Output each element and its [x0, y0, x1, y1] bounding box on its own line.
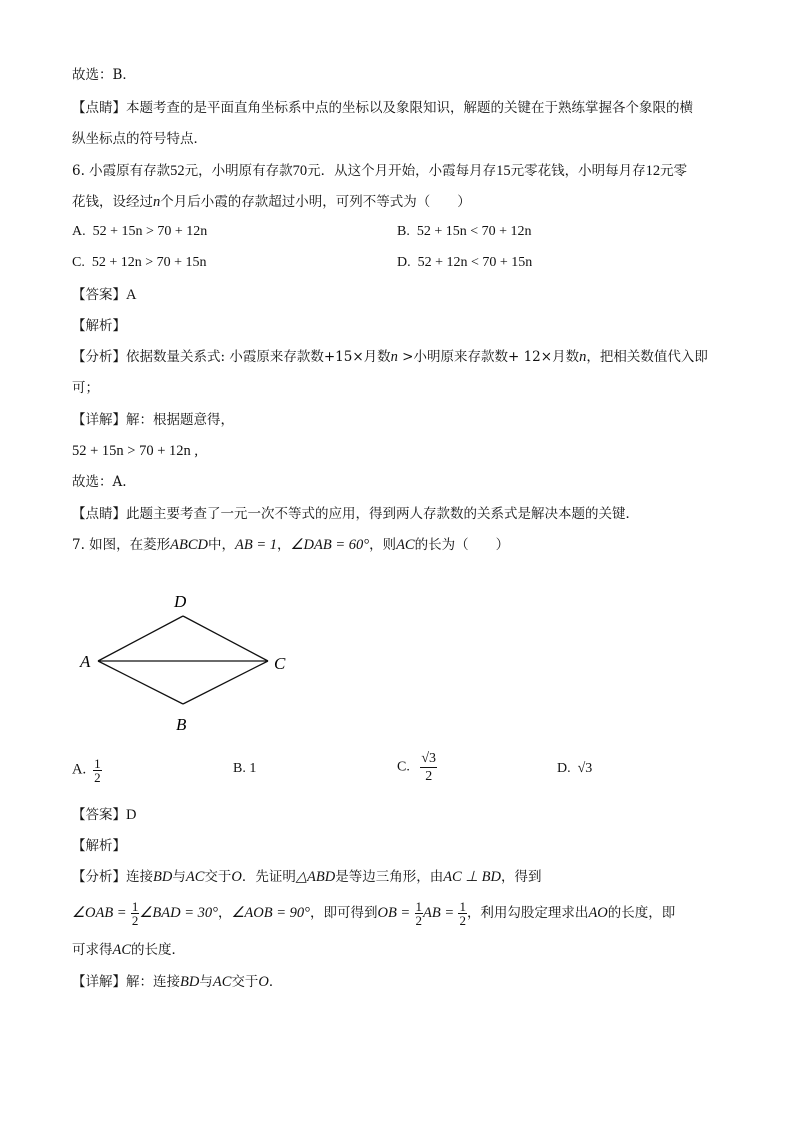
question-7-line-1	[72, 535, 509, 555]
analysis-text: 的长度．	[131, 942, 186, 958]
q7-text: 的长为（ ）	[414, 537, 510, 553]
q6-text: 花钱，设经过	[72, 194, 153, 210]
analysis-var: △ABD	[295, 869, 336, 885]
analysis-text: 与	[172, 869, 186, 885]
option-expr: 52 + 15n > 70 + 12n	[92, 224, 208, 239]
frac-num: 1	[459, 899, 466, 914]
analysis-text: ，利用勾股定理求出	[466, 905, 589, 921]
option-value: √3	[577, 761, 593, 776]
q6-answer	[72, 285, 136, 305]
q6-option-c[interactable]	[72, 253, 207, 273]
side-ad	[98, 616, 183, 661]
analysis-var: O	[231, 869, 242, 885]
analysis-text: ，	[217, 905, 232, 921]
comment-tag: 【点睛】	[72, 100, 126, 116]
analysis-text: 可求得	[72, 942, 113, 958]
analysis-text: 是等边三角形，由	[335, 869, 444, 885]
q6-comment	[72, 504, 639, 524]
analysis-text: ，即可得到	[309, 905, 378, 921]
option-label: D.	[557, 761, 571, 776]
option-expr: 52 + 12n < 70 + 15n	[417, 255, 533, 270]
analysis-var: OB =	[377, 905, 411, 921]
analysis-tag: 【分析】	[72, 869, 126, 885]
fraction-half	[415, 900, 424, 927]
q7-jiexi	[72, 836, 126, 856]
detail-text: 交于	[231, 974, 259, 990]
q7-analysis-line-1	[72, 867, 541, 887]
option-value: 1	[249, 761, 257, 776]
side-dc	[183, 616, 268, 661]
q7-option-b[interactable]	[233, 759, 256, 779]
analysis-text: ．先证明	[241, 869, 296, 885]
detail-tag: 【详解】	[72, 412, 126, 428]
analysis-text: 的长度，即	[607, 905, 676, 921]
q7-text: 7. 如图，在菱形	[72, 537, 171, 553]
q6-num: 70	[292, 163, 308, 179]
comment-text-cont: 纵坐标点的符号特点．	[72, 131, 207, 147]
vertex-label-c: C	[274, 654, 286, 673]
q7-detail	[72, 972, 282, 992]
answer-tag: 【答案】	[72, 807, 126, 823]
analysis-var: AC	[112, 942, 132, 958]
fraction-half	[458, 900, 467, 927]
detail-text: ．	[268, 974, 283, 990]
fraction-one-half	[93, 757, 102, 784]
q7-text: ，	[277, 537, 291, 553]
q6-detail	[72, 410, 234, 430]
q6-text: 元．从这个月开始，小霞每月存	[307, 163, 497, 179]
analysis-var: BD	[153, 869, 173, 885]
frac-den: 2	[459, 913, 466, 928]
comment-text: 此题主要考查了一元一次不等式的应用，得到两人存款数的关系式是解决本题的关键．	[126, 506, 639, 522]
frac-den: 2	[94, 770, 101, 785]
q6-text: 6. 小霞原有存款	[72, 163, 171, 179]
q7-var: AB = 1	[235, 537, 278, 553]
option-label: A.	[72, 224, 86, 239]
analysis-text: >小明原来存款数+ 12×月数	[397, 349, 580, 365]
analysis-var: AB =	[423, 905, 455, 921]
detail-var: BD	[180, 974, 200, 990]
option-expr: 52 + 12n > 70 + 15n	[91, 255, 207, 270]
analysis-var: n	[579, 349, 587, 365]
analysis-text: ，得到	[500, 869, 542, 885]
analysis-text: 交于	[204, 869, 232, 885]
jiexi-tag: 【解析】	[72, 318, 126, 334]
option-label: D.	[397, 255, 411, 270]
frac-num: 1	[415, 899, 423, 914]
frac-num: 1	[131, 899, 139, 914]
option-label: B.	[397, 224, 410, 239]
choice-text: 故选：B．	[72, 67, 136, 83]
frac-num: 1	[94, 756, 101, 771]
q6-text: 元零花钱，小明每月存	[510, 163, 646, 179]
comment-text: 本题考查的是平面直角坐标系中点的坐标以及象限知识，解题的关键在于熟练掌握各个象限的横	[126, 100, 693, 116]
comment-tag: 【点睛】	[72, 506, 126, 522]
answer-value: A	[126, 287, 137, 303]
question-6-line-2	[72, 192, 471, 212]
previous-choice	[72, 65, 136, 85]
answer-tag: 【答案】	[72, 287, 126, 303]
analysis-var: AO	[588, 905, 608, 921]
q7-option-c[interactable]	[397, 750, 437, 785]
fraction-sqrt3-over-2	[420, 750, 437, 785]
analysis-text: ，把相关数值代入即	[586, 349, 708, 365]
q7-analysis-line-3	[72, 940, 185, 960]
q7-text: ，则	[369, 537, 397, 553]
previous-comment-line-1	[72, 98, 693, 118]
q6-option-d[interactable]	[397, 253, 532, 273]
q6-text: 元，小明原有存款	[184, 163, 293, 179]
detail-text: 解：根据题意得，	[126, 412, 234, 428]
analysis-tag: 【分析】	[72, 349, 126, 365]
q6-analysis-line-1	[72, 347, 708, 367]
vertex-label-a: A	[80, 652, 91, 671]
formula-text: 52 + 15n > 70 + 12n ,	[72, 443, 199, 459]
frac-den: 2	[131, 913, 139, 928]
analysis-var: ∠BAD = 30°	[139, 905, 218, 921]
vertex-label-d: D	[174, 592, 187, 611]
detail-text: 解：连接	[126, 974, 180, 990]
choice-text: 故选：A.	[72, 474, 127, 490]
q7-option-a[interactable]	[72, 757, 102, 784]
analysis-var: n	[390, 349, 398, 365]
q6-jiexi	[72, 316, 126, 336]
q7-answer	[72, 805, 136, 825]
option-label: C.	[397, 759, 410, 775]
q7-analysis-line-2	[72, 900, 675, 927]
analysis-text: 连接	[126, 869, 153, 885]
side-cb	[183, 661, 268, 704]
option-label: A.	[72, 761, 87, 778]
question-6-line-1	[72, 161, 687, 181]
q6-option-a[interactable]	[72, 222, 207, 242]
option-label: C.	[72, 255, 85, 270]
analysis-var: ∠OAB =	[72, 905, 127, 921]
rhombus-figure	[70, 585, 300, 735]
frac-num: √3	[421, 751, 437, 766]
analysis-text: 可；	[72, 380, 99, 396]
q7-var: ∠DAB = 60°	[290, 537, 370, 553]
option-label: B.	[233, 761, 246, 776]
analysis-var: ∠AOB = 90°	[231, 905, 310, 921]
analysis-var: AC ⊥ BD	[443, 869, 501, 885]
q6-formula	[72, 441, 198, 461]
q6-num: 15	[496, 163, 511, 179]
answer-value: D	[126, 807, 137, 823]
option-expr: 52 + 15n < 70 + 12n	[416, 224, 532, 239]
jiexi-tag: 【解析】	[72, 838, 126, 854]
q7-option-d[interactable]	[557, 759, 592, 779]
q7-var: ABCD	[170, 537, 209, 553]
q6-num: 52	[170, 163, 185, 179]
detail-var: O	[258, 974, 269, 990]
detail-tag: 【详解】	[72, 974, 126, 990]
detail-text: 与	[199, 974, 213, 990]
q6-text: 元零	[660, 163, 688, 179]
q6-choice	[72, 472, 127, 492]
q6-var: n	[153, 194, 161, 210]
vertex-label-b: B	[176, 715, 187, 734]
q6-option-b[interactable]	[397, 222, 532, 242]
q7-var: AC	[396, 537, 415, 553]
analysis-var: AC	[185, 869, 205, 885]
analysis-text: 依据数量关系式: 小霞原来存款数+15×月数	[126, 349, 391, 365]
frac-den: 2	[425, 769, 433, 784]
q6-text: 个月后小霞的存款超过小明，可列不等式为（ ）	[160, 194, 471, 210]
side-ba	[98, 661, 183, 704]
detail-var: AC	[212, 974, 232, 990]
q7-text: 中，	[208, 537, 236, 553]
previous-comment-line-2	[72, 129, 207, 149]
q6-analysis-line-2	[72, 378, 99, 398]
q6-num: 12	[645, 163, 661, 179]
frac-den: 2	[415, 913, 423, 928]
